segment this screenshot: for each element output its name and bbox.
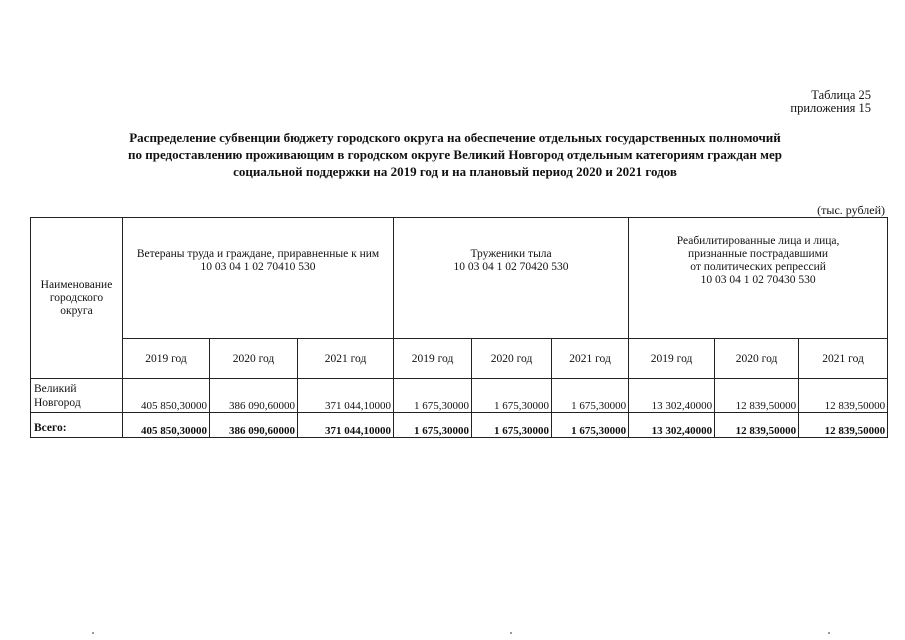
row-name-line-2: Новгород [34, 397, 81, 409]
year-header: 2019 год [123, 339, 210, 379]
year-header: 2020 год [472, 339, 552, 379]
total-row [31, 413, 888, 438]
appendix-number: приложения 15 [790, 101, 871, 115]
scan-dot [828, 632, 830, 634]
group-rehabilitated-line-2: признанные пострадавшими [688, 248, 829, 260]
title-line-1: Распределение субвенции бюджету городского округа на обеспечение отдельных государственных полномочий [129, 130, 781, 145]
year-header: 2019 год [629, 339, 715, 379]
year-header: 2021 год [298, 339, 394, 379]
table-reference [790, 89, 871, 115]
title-line-2: по предоставлению проживающим в городском округе Великий Новгород отдельным категориям граждан мер [128, 147, 782, 162]
group-rehabilitated-line-1: Реабилитированные лица и лица, [676, 235, 840, 247]
total-value-cell: 13 302,40000 [629, 413, 715, 438]
column-header-name: Наименование городского округа [31, 218, 123, 379]
row-name-cell [31, 379, 123, 413]
year-header: 2021 год [799, 339, 888, 379]
value-cell: 1 675,30000 [394, 379, 472, 413]
table-number: Таблица 25 [811, 88, 871, 102]
group-header-home-front [394, 218, 629, 339]
title-line-3: социальной поддержки на 2019 год и на плановый период 2020 и 2021 годов [233, 164, 677, 179]
group-veterans-code: 10 03 04 1 02 70410 530 [200, 261, 316, 273]
total-value-cell: 371 044,10000 [298, 413, 394, 438]
value-cell: 12 839,50000 [715, 379, 799, 413]
total-value-cell: 1 675,30000 [472, 413, 552, 438]
value-cell: 1 675,30000 [552, 379, 629, 413]
total-value-cell: 386 090,60000 [210, 413, 298, 438]
table-row [31, 379, 888, 413]
group-veterans-title: Ветераны труда и граждане, приравненные к ним [136, 248, 380, 260]
document-title [40, 129, 870, 180]
group-rehabilitated-code: 10 03 04 1 02 70430 530 [700, 274, 816, 286]
row-name-line-1: Великий [34, 383, 77, 395]
value-cell: 405 850,30000 [123, 379, 210, 413]
group-home-front-title: Труженики тыла [470, 248, 552, 260]
value-cell: 386 090,60000 [210, 379, 298, 413]
total-value-cell: 405 850,30000 [123, 413, 210, 438]
value-cell: 13 302,40000 [629, 379, 715, 413]
unit-label: (тыс. рублей) [817, 203, 885, 217]
total-value-cell: 1 675,30000 [394, 413, 472, 438]
total-value-cell: 12 839,50000 [715, 413, 799, 438]
total-value-cell: 12 839,50000 [799, 413, 888, 438]
group-home-front-code: 10 03 04 1 02 70420 530 [453, 261, 569, 273]
value-cell: 371 044,10000 [298, 379, 394, 413]
group-header-rehabilitated [629, 218, 888, 339]
value-cell: 1 675,30000 [472, 379, 552, 413]
value-cell: 12 839,50000 [799, 379, 888, 413]
year-header: 2020 год [210, 339, 298, 379]
total-label: Всего: [31, 413, 123, 438]
scan-dot [510, 632, 512, 634]
group-header-veterans [123, 218, 394, 339]
group-rehabilitated-line-3: от политических репрессий [690, 261, 826, 273]
year-header: 2020 год [715, 339, 799, 379]
distribution-table [30, 217, 888, 438]
total-value-cell: 1 675,30000 [552, 413, 629, 438]
year-header: 2019 год [394, 339, 472, 379]
scan-dot [92, 632, 94, 634]
year-header: 2021 год [552, 339, 629, 379]
scan-margin-marks [0, 632, 905, 636]
